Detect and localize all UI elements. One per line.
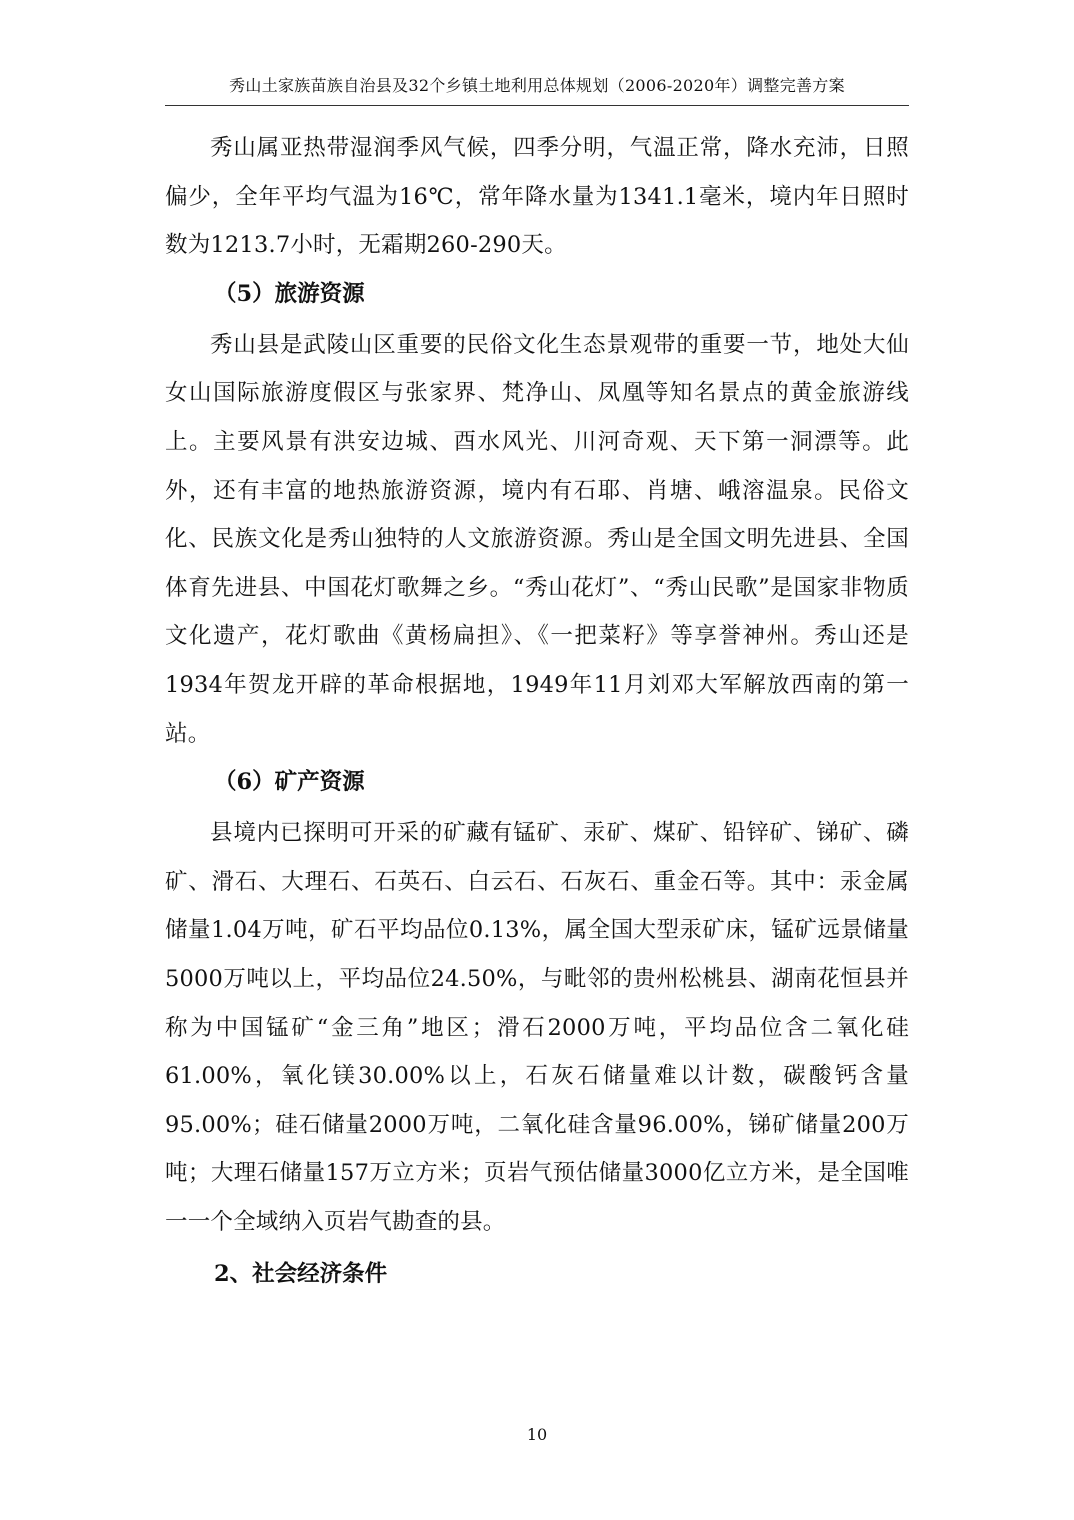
page-number: 10	[526, 1425, 548, 1444]
climate-paragraph: 秀山属亚热带湿润季风气候，四季分明，气温正常，降水充沛，日照偏少，全年平均气温为16℃，常年降水量为1341.1毫米，境内年日照时数为1213.7小时，无霜期260-290天。	[165, 135, 909, 259]
tourism-paragraph: 秀山县是武陵山区重要的民俗文化生态景观带的重要一节，地处大仙女山国际旅游度假区与张家界、梵净山、凤凰等知名景点的黄金旅游线上。主要风景有洪安边城、酉水风光、川河奇观、天下第一洞漂等。此外，还有丰富的地热旅游资源，境内有石耶、肖塘、峨溶温泉。民俗文化、民族文化是秀山独特的人文旅游资源。秀山是全国文明先进县、全国体育先进县、中国花灯歌舞之乡。“秀山花灯”、“秀山民歌”是国家非物质文化遗产，花灯歌曲《黄杨扁担》、《一把菜籽》等享誉神州。秀山还是1934年贺龙开辟的革命根据地，1949年11月刘邓大军解放西南的第一站。	[165, 331, 909, 747]
tourism-heading: （5）旅游资源	[214, 280, 365, 307]
mineral-paragraph: 县境内已探明可开采的矿藏有锰矿、汞矿、煤矿、铅锌矿、锑矿、磷矿、滑石、大理石、石英石、白云石、石灰石、重金石等。其中：汞金属储量1.04万吨，矿石平均品位0.13%，属全国大型汞矿床，锰矿远景储量5000万吨以上，平均品位24.50%，与毗邻的贵州松桃县、湖南花恒县并称为中国锰矿“金三角”地区；滑石2000万吨，平均品位含二氧化硅61.00%，氧化镁30.00%以上，石灰石储量难以计数，碳酸钙含量95.00%；硅石储量2000万吨，二氧化硅含量96.00%，锑矿储量200万吨；大理石储量157万立方米；页岩气预估储量3000亿立方米，是全国唯一一个全域纳入页岩气勘查的县。	[165, 820, 909, 1235]
page-body	[165, 124, 909, 1299]
mineral-heading: （6）矿产资源	[214, 769, 365, 796]
page-header	[165, 70, 909, 106]
document-title: 秀山土家族苗族自治县及32个乡镇土地利用总体规划（2006-2020年）调整完善方案	[229, 76, 845, 95]
socio-economic-heading: 2、社会经济条件	[214, 1261, 388, 1288]
